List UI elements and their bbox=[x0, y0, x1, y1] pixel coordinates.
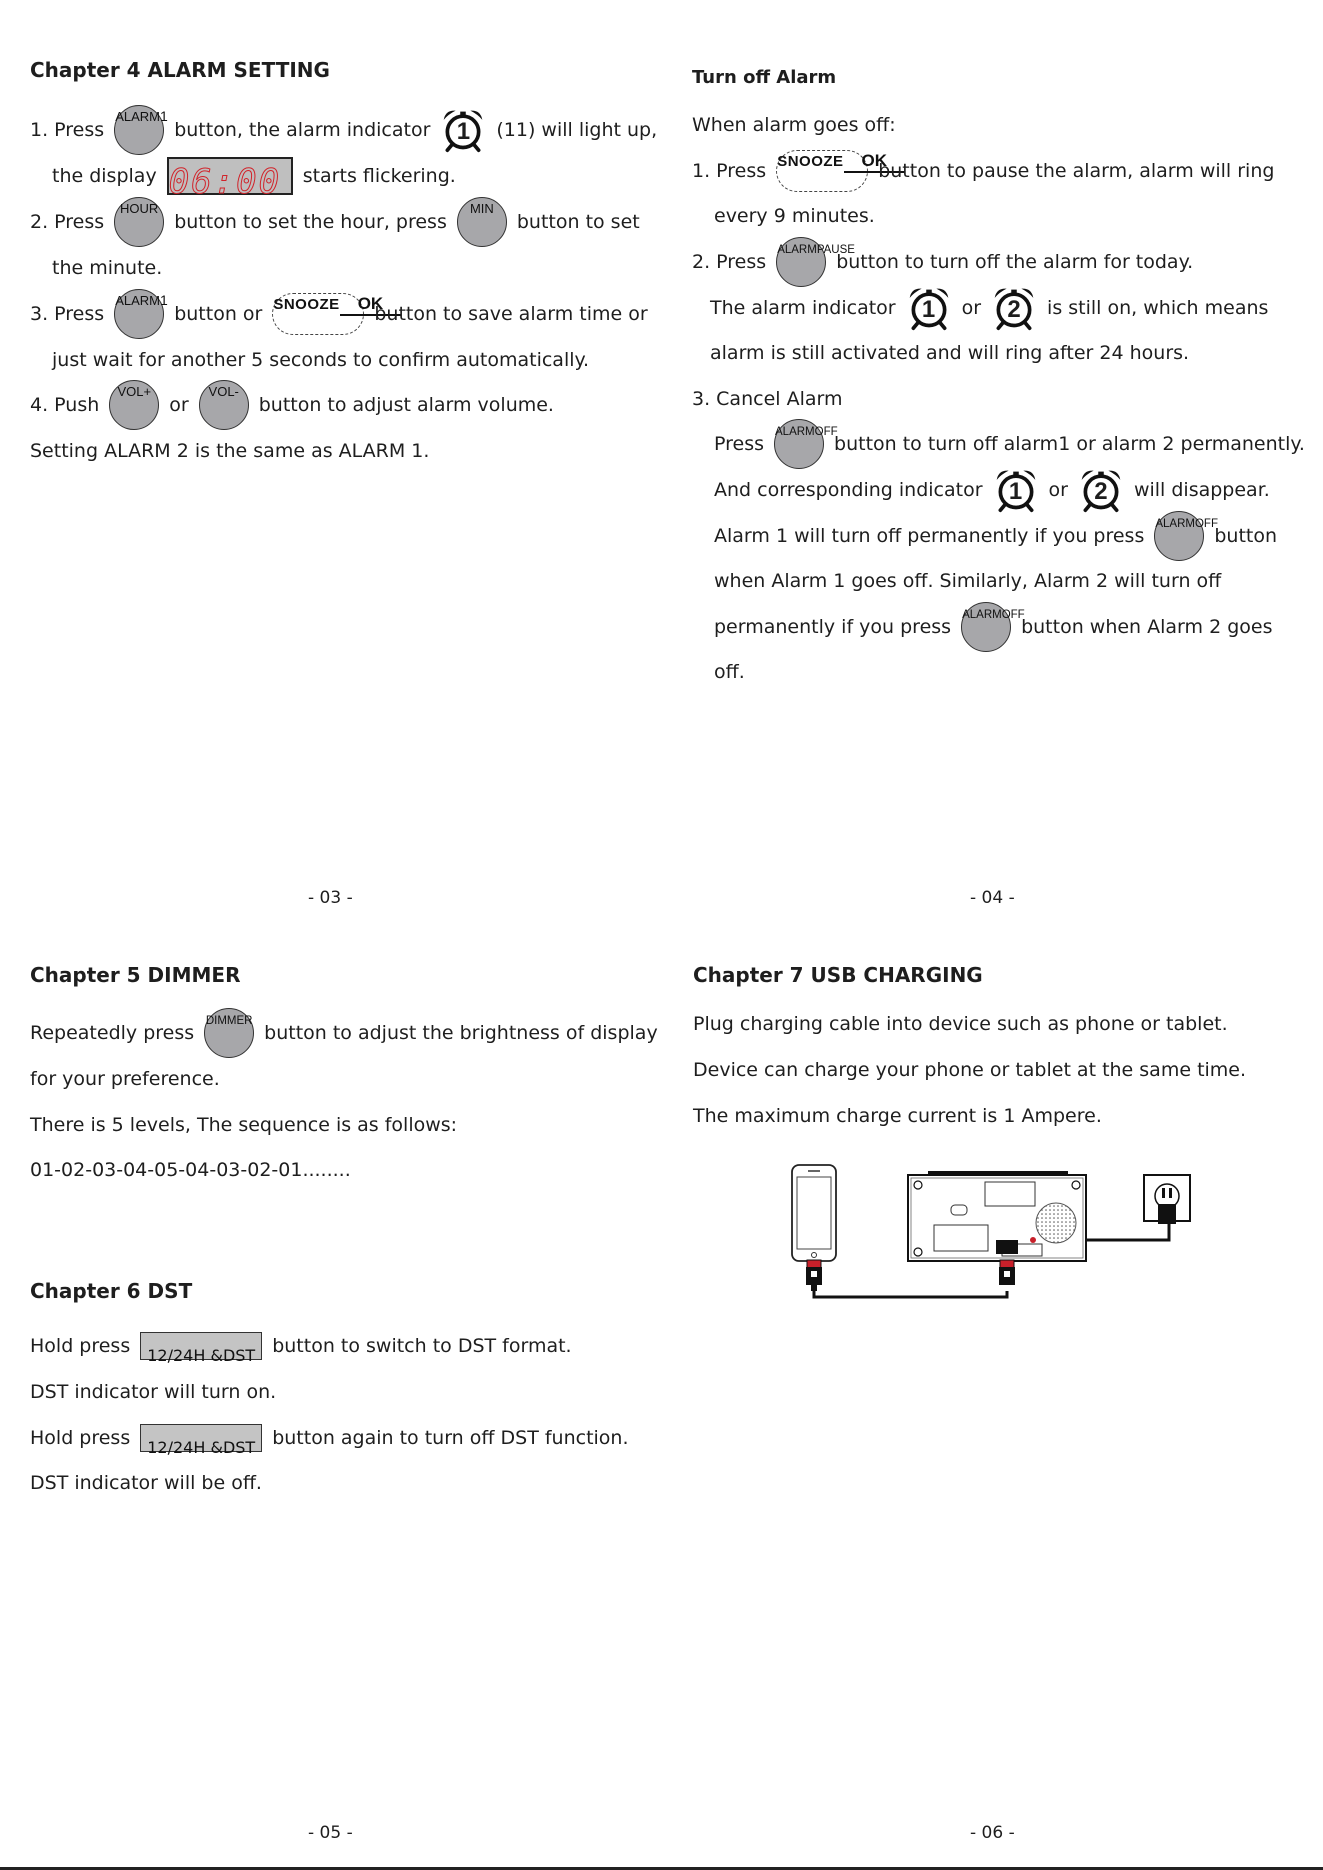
p05-line-8: DST indicator will be off. bbox=[30, 1472, 262, 1494]
lcd-display-icon: 06:00 bbox=[167, 157, 293, 195]
p04-line-2: 1. Press SNOOZE OK button to pause the alarm, alarm will ring bbox=[692, 148, 1274, 194]
p04-line-11: when Alarm 1 goes off. Similarly, Alarm 2 will turn off bbox=[714, 570, 1222, 592]
alarm-1-button-icon: ALARM1 bbox=[114, 289, 164, 339]
chapter-5-title: Chapter 5 DIMMER bbox=[30, 963, 241, 987]
alarm-pause-button-icon: ALARMPAUSE bbox=[776, 237, 826, 287]
p04-line-9: And corresponding indicator 1 or 2 will disappear. bbox=[714, 467, 1270, 513]
phone-icon bbox=[792, 1165, 836, 1261]
p06-line-2: Device can charge your phone or tablet at the same time. bbox=[693, 1059, 1247, 1081]
dst-button-icon: 12/24H &DST bbox=[140, 1424, 262, 1452]
p05-line-2: for your preference. bbox=[30, 1068, 220, 1090]
p03-line-2: the display 06:00 starts flickering. bbox=[52, 153, 456, 199]
p04-line-12: permanently if you press ALARMOFF button when Alarm 2 goes bbox=[714, 604, 1273, 650]
page-number-04: - 04 - bbox=[970, 888, 1015, 908]
p05-line-1: Repeatedly press DIMMER button to adjust the brightness of display bbox=[30, 1010, 658, 1056]
vol-plus-button-icon: VOL+ bbox=[109, 380, 159, 430]
alarm-off-button-icon: ALARMOFF bbox=[961, 602, 1011, 652]
p05-line-3: There is 5 levels, The sequence is as follows: bbox=[30, 1114, 458, 1136]
vol-minus-button-icon: VOL- bbox=[199, 380, 249, 430]
page-06 bbox=[662, 935, 1302, 1865]
usb-plug-icon bbox=[806, 1260, 822, 1291]
p06-line-1: Plug charging cable into device such as phone or tablet. bbox=[693, 1013, 1228, 1035]
alarm-1-indicator-icon: 1 bbox=[906, 285, 952, 331]
p04-line-13: off. bbox=[714, 661, 745, 683]
p04-line-4: 2. Press ALARMPAUSE button to turn off the alarm for today. bbox=[692, 239, 1193, 285]
page-number-05: - 05 - bbox=[308, 1823, 353, 1843]
alarm-2-indicator-icon: 2 bbox=[991, 285, 1037, 331]
p05-line-4: 01-02-03-04-05-04-03-02-01........ bbox=[30, 1159, 351, 1181]
alarm-2-indicator-icon: 2 bbox=[1078, 467, 1124, 513]
snooze-ok-button-icon: SNOOZE OK bbox=[776, 150, 868, 192]
dimmer-button-icon: DIMMER bbox=[204, 1008, 254, 1058]
p05-line-7: Hold press 12/24H &DST button again to turn off DST function. bbox=[30, 1415, 629, 1461]
alarm-1-indicator-icon: 1 bbox=[440, 107, 486, 153]
page-03 bbox=[0, 0, 658, 930]
p05-line-6: DST indicator will turn on. bbox=[30, 1381, 277, 1403]
wall-socket-icon bbox=[1144, 1175, 1190, 1224]
p03-line-6: just wait for another 5 seconds to confirm automatically. bbox=[52, 349, 590, 371]
alarm-1-button-icon: ALARM1 bbox=[114, 105, 164, 155]
p03-line-1: 1. Press ALARM1 button, the alarm indicator 1 (11) will light up, bbox=[30, 107, 657, 153]
p03-line-5: 3. Press ALARM1 button or SNOOZE OK button to save alarm time or bbox=[30, 291, 648, 337]
chapter-4-title: Chapter 4 ALARM SETTING bbox=[30, 58, 330, 82]
p04-line-3: every 9 minutes. bbox=[714, 205, 875, 227]
page-05 bbox=[0, 935, 658, 1865]
p04-line-7: 3. Cancel Alarm bbox=[692, 388, 843, 410]
p04-line-1: When alarm goes off: bbox=[692, 114, 896, 136]
p03-line-3: 2. Press HOUR button to set the hour, press MIN button to set bbox=[30, 199, 640, 245]
p06-line-3: The maximum charge current is 1 Ampere. bbox=[693, 1105, 1102, 1127]
page-number-06: - 06 - bbox=[970, 1823, 1015, 1843]
snooze-ok-button-icon: SNOOZE OK bbox=[272, 293, 364, 335]
clock-radio-device-icon bbox=[908, 1171, 1086, 1261]
alarm-off-button-icon: ALARMOFF bbox=[1154, 511, 1204, 561]
page-04 bbox=[662, 0, 1305, 930]
p04-line-6: alarm is still activated and will ring after 24 hours. bbox=[710, 342, 1190, 364]
p04-line-8: Press ALARMOFF button to turn off alarm1 or alarm 2 permanently. bbox=[714, 421, 1305, 467]
usb-charging-illustration bbox=[788, 1160, 1228, 1300]
min-button-icon: MIN bbox=[457, 197, 507, 247]
p03-line-4: the minute. bbox=[52, 257, 163, 279]
p03-line-7: 4. Push VOL+ or VOL- button to adjust alarm volume. bbox=[30, 382, 554, 428]
alarm-off-button-icon: ALARMOFF bbox=[774, 419, 824, 469]
turn-off-alarm-title: Turn off Alarm bbox=[692, 67, 837, 88]
p03-line-8: Setting ALARM 2 is the same as ALARM 1. bbox=[30, 440, 430, 462]
dst-button-icon: 12/24H &DST bbox=[140, 1332, 262, 1360]
p05-line-5: Hold press 12/24H &DST button to switch to DST format. bbox=[30, 1323, 572, 1369]
page-number-03: - 03 - bbox=[308, 888, 353, 908]
p04-line-5: The alarm indicator 1 or 2 is still on, which means bbox=[710, 285, 1268, 331]
hour-button-icon: HOUR bbox=[114, 197, 164, 247]
chapter-7-title: Chapter 7 USB CHARGING bbox=[693, 963, 983, 987]
alarm-1-indicator-icon: 1 bbox=[993, 467, 1039, 513]
chapter-6-title: Chapter 6 DST bbox=[30, 1279, 193, 1303]
p04-line-10: Alarm 1 will turn off permanently if you press ALARMOFF button bbox=[714, 513, 1277, 559]
